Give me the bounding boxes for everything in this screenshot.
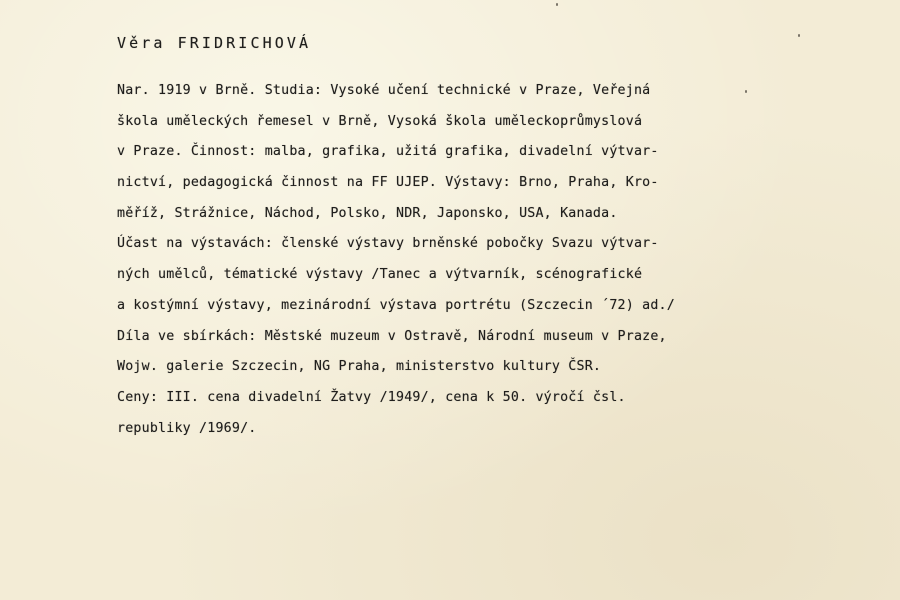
text-line: Účast na výstavách: členské výstavy brněnské pobočky Svazu výtvar-	[117, 236, 659, 252]
artist-name-heading: Věra FRIDRICHOVÁ	[117, 34, 312, 52]
text-line: v Praze. Činnost: malba, grafika, užitá grafika, divadelní výtvar-	[117, 144, 659, 160]
text-line: měříž, Strážnice, Náchod, Polsko, NDR, Japonsko, USA, Kanada.	[117, 205, 618, 221]
text-line: Ceny: III. cena divadelní Žatvy /1949/, cena k 50. výročí čsl.	[117, 389, 626, 405]
text-line: Nar. 1919 v Brně. Studia: Vysoké učení technické v Praze, Veřejná	[117, 83, 651, 98]
text-line: a kostýmní výstavy, mezinárodní výstava portrétu (Szczecin ´72) ad./	[117, 297, 675, 313]
text-line: škola uměleckých řemesel v Brně, Vysoká škola uměleckoprůmyslová	[117, 113, 643, 129]
text-line: Díla ve sbírkách: Městské muzeum v Ostravě, Národní museum v Praze,	[117, 328, 667, 344]
text-line: nictví, pedagogická činnost na FF UJEP. Výstavy: Brno, Praha, Kro-	[117, 175, 659, 191]
typed-text-block	[117, 24, 817, 444]
text-line: republiky /1969/.	[117, 420, 257, 436]
text-line: Wojw. galerie Szczecin, NG Praha, ministerstvo kultury ČSR.	[117, 359, 602, 375]
paper-speck	[556, 3, 558, 6]
text-line: ných umělců, tématické výstavy /Tanec a výtvarník, scénografické	[117, 267, 643, 283]
